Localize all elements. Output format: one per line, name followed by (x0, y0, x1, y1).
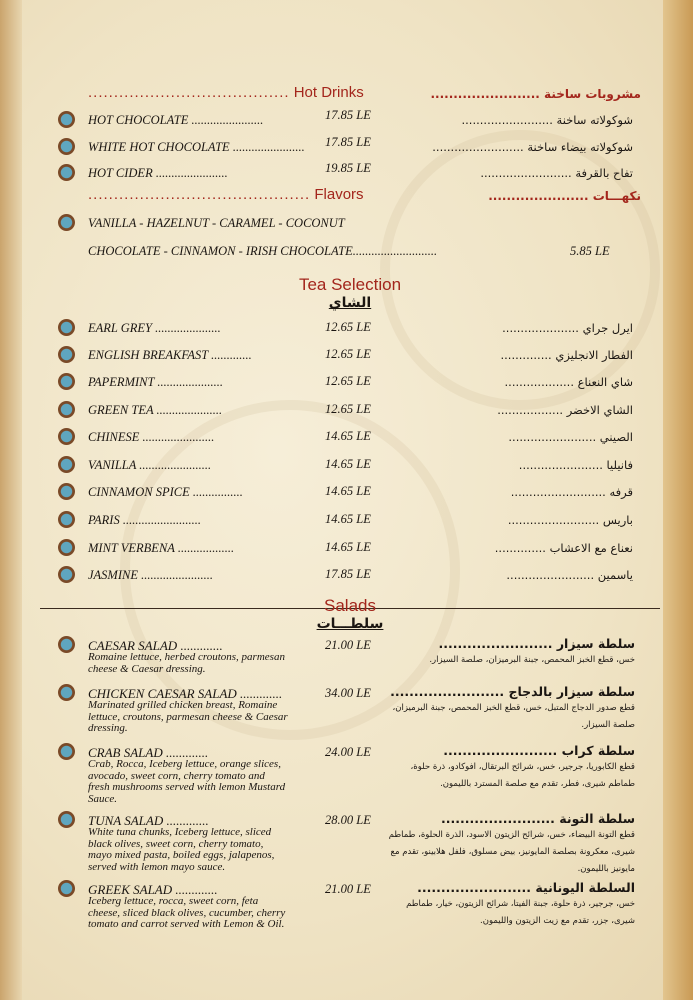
salad-name: GREEK SALAD ............. (88, 882, 218, 897)
salad-description-ar: خس، قطع الخبز المحمص، جبنة البرميزان، صلصة السيزار. (429, 655, 635, 665)
flavors-line-1: VANILLA - HAZELNUT - CARAMEL - COCONUT (88, 216, 345, 230)
salad-name: CAESAR SALAD ............. (88, 638, 223, 653)
item-name: PARIS ......................... (88, 513, 201, 527)
item-name-ar: ايرل جراي ..................... (502, 321, 633, 335)
flavors-line-2: CHOCOLATE - CINNAMON - IRISH CHOCOLATE........................... (88, 244, 438, 258)
menu-bullet-icon (58, 539, 75, 556)
menu-bullet-icon (58, 138, 75, 155)
menu-bullet-icon (58, 880, 75, 897)
item-name-ar: شوكولاته ساخنة ......................... (461, 113, 633, 127)
item-name-ar: ياسمين ........................ (506, 568, 633, 582)
item-name: EARL GREY ..................... (88, 321, 221, 335)
item-name: MINT VERBENA .................. (88, 541, 235, 555)
tea-title-ar: الشاي (328, 295, 372, 311)
item-name: WHITE HOT CHOCOLATE ....................... (88, 140, 305, 154)
item-name-ar: فانيليا ....................... (518, 458, 633, 472)
salad-name: CRAB SALAD ............. (88, 745, 209, 760)
salad-description-ar: خس، جرجير، ذرة حلوة، جبنة الفيتا، شرائح الزيتون، خيار، طماطم شيرى، جزر، تقدم مع زيت الزيتون والليمون. (406, 899, 635, 926)
item-price: 17.85 LE (325, 567, 371, 581)
item-price: 17.85 LE (325, 108, 371, 122)
menu-bullet-icon (58, 214, 75, 231)
salad-description-ar: قطع التونة البيضاء، خس، شرائح الزيتون الاسود، الذرة الحلوة، طماطم شيرى، معكرونة بصلصة المايونيز، بيض مسلوق، فلفل هلابينو، تقدم مع مايونيز بالليمون. (388, 830, 635, 874)
menu-bullet-icon (58, 373, 75, 390)
salad-description-ar: قطع صدور الدجاج المتبل، خس، قطع الخبز المحمص، جبنة البرميزان، صلصة السيزار. (392, 703, 635, 730)
item-price: 12.65 LE (325, 402, 371, 416)
salad-name-ar: سلطة التونة ........................ (440, 811, 635, 826)
page-edge-left (0, 0, 22, 1000)
salad-price: 28.00 LE (325, 813, 371, 827)
salads-title: Salads (324, 596, 376, 615)
item-name-ar: نعناع مع الاعشاب .............. (494, 541, 633, 555)
item-price: 14.65 LE (325, 512, 371, 526)
item-name: JASMINE ....................... (88, 568, 213, 582)
salads-title-ar: سلطـــات (316, 616, 384, 632)
item-name-ar: الصيني ........................ (508, 430, 633, 444)
tea-title: Tea Selection (298, 275, 402, 294)
item-name: VANILLA ....................... (88, 458, 212, 472)
salad-name-ar: سلطة كراب ........................ (443, 743, 635, 758)
item-name-ar: باريس ......................... (507, 513, 633, 527)
menu-bullet-icon (58, 566, 75, 583)
item-name-ar: شوكولاته بيضاء ساخنة ......................... (432, 140, 633, 154)
item-name: CINNAMON SPICE ................ (88, 485, 243, 499)
menu-bullet-icon (58, 743, 75, 760)
menu-bullet-icon (58, 636, 75, 653)
salad-description: Iceberg lettuce, rocca, sweet corn, feta cheese, sliced black olives, cucumber, cherry tomato and carrot served with Lemon & Oil. (88, 895, 286, 930)
salad-price: 34.00 LE (325, 686, 371, 700)
item-name: ENGLISH BREAKFAST ............. (88, 348, 252, 362)
item-name-ar: الشاي الاخضر .................. (497, 403, 633, 417)
hot-drinks-header-ar: مشروبات ساخنة ........................ (430, 87, 641, 101)
item-name-ar: قرفه .......................... (510, 485, 633, 499)
salad-name: CHICKEN CAESAR SALAD ............. (88, 686, 283, 701)
item-price: 14.65 LE (325, 540, 371, 554)
salad-name: TUNA SALAD ............. (88, 813, 209, 828)
item-name: CHINESE ....................... (88, 430, 215, 444)
item-name: PAPERMINT ..................... (88, 375, 223, 389)
item-name: HOT CHOCOLATE ....................... (88, 113, 264, 127)
item-price: 12.65 LE (325, 374, 371, 388)
item-price: 14.65 LE (325, 457, 371, 471)
menu-bullet-icon (58, 483, 75, 500)
salad-description: Crab, Rocca, Iceberg lettuce, orange slices, avocado, sweet corn, cherry tomato and fresh mushrooms served with lemon Mustard Sauce. (88, 758, 286, 805)
menu-bullet-icon (58, 428, 75, 445)
salad-name-ar: سلطة سيزار بالدجاج ........................ (390, 684, 635, 699)
item-price: 14.65 LE (325, 484, 371, 498)
item-price: 14.65 LE (325, 429, 371, 443)
item-price: 19.85 LE (325, 161, 371, 175)
menu-bullet-icon (58, 401, 75, 418)
flavors-price: 5.85 LE (570, 244, 610, 258)
item-price: 17.85 LE (325, 135, 371, 149)
item-name: HOT CIDER ....................... (88, 166, 228, 180)
menu-bullet-icon (58, 346, 75, 363)
item-name-ar: الفطار الانجليزي .............. (500, 348, 633, 362)
salad-price: 21.00 LE (325, 882, 371, 896)
menu-bullet-icon (58, 511, 75, 528)
salad-price: 21.00 LE (325, 638, 371, 652)
salad-description: Romaine lettuce, herbed croutons, parmesan cheese & Caesar dressing. (88, 651, 285, 675)
salad-description: Marinated grilled chicken breast, Romaine lettuce, croutons, parmesan cheese & Caesar dressing. (88, 699, 288, 734)
menu-bullet-icon (58, 319, 75, 336)
salad-description-ar: قطع الكابوريا، جرجير، خس، شرائح البرتقال، افوكادو، ذرة حلوة، طماطم شيرى، فطر، تقدم مع صلصة المسترد بالليمون. (410, 762, 635, 789)
menu-bullet-icon (58, 164, 75, 181)
salad-name-ar: سلطة سيزار ........................ (438, 636, 635, 651)
menu-bullet-icon (58, 111, 75, 128)
item-name-ar: تفاح بالقرفة ......................... (480, 166, 633, 180)
salad-description: White tuna chunks, Iceberg lettuce, sliced black olives, sweet corn, cherry tomato, mayo mixed pasta, boiled eggs, jalapenos, served with lemon mayo sauce. (88, 826, 275, 873)
menu-bullet-icon (58, 456, 75, 473)
salad-name-ar: السلطة اليونانية ........................ (417, 880, 635, 895)
item-name-ar: شاي النعناع ................... (504, 375, 633, 389)
item-name: GREEN TEA ..................... (88, 403, 223, 417)
flavors-header-ar: نكهـــات ...................... (488, 189, 641, 203)
menu-bullet-icon (58, 684, 75, 701)
salad-price: 24.00 LE (325, 745, 371, 759)
item-price: 12.65 LE (325, 320, 371, 334)
flavors-header: ........................................... Flavors (88, 186, 364, 203)
page-edge-right (663, 0, 693, 1000)
menu-bullet-icon (58, 811, 75, 828)
hot-drinks-header: ....................................... Hot Drinks (88, 84, 364, 101)
item-price: 12.65 LE (325, 347, 371, 361)
